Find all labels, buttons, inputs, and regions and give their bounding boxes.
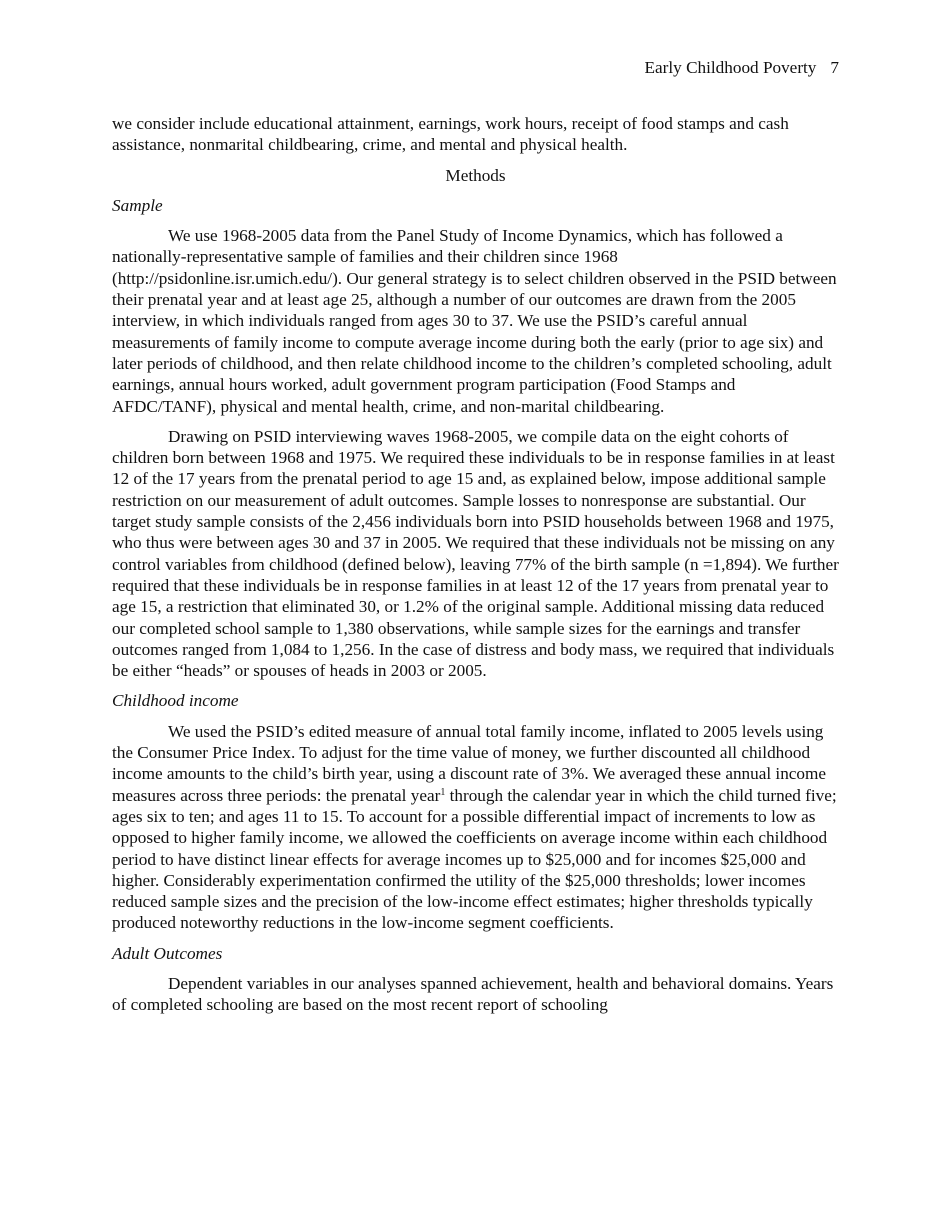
page-number: 7 xyxy=(830,58,839,77)
sample-paragraph-2: Drawing on PSID interviewing waves 1968-2005, we compile data on the eight cohorts of children born between 1968 and 1975. We required these individuals to be in response families in at least 12 of the 17 years from the prenatal period to age 15 and, as explained below, impose additional sample restriction on our measurement of adult outcomes. Sample losses to nonresponse are substantial. Our target study sample consists of the 2,456 individuals born into PSID households between 1968 and 1975, who thus were between ages 30 and 37 in 2005. We required that these individuals not be missing on any control variables from childhood (defined below), leaving 77% of the birth sample (n =1,894). We further required that these individuals be in response families in at least 12 of the 17 years from prenatal year to age 15, a restriction that eliminated 30, or 1.2% of the original sample. Additional missing data reduced our completed school sample to 1,380 observations, while sample sizes for the earnings and transfer outcomes ranged from 1,084 to 1,256. In the case of distress and body mass, we required that individuals be either “heads” or spouses of heads in 2003 or 2005. xyxy=(112,426,839,681)
childhood-income-text-part-2: through the calendar year in which the child turned five; ages six to ten; and ages 11 to 15. To account for a possible differential impact of increments to low as opposed to higher family income, we allowed the coefficients on average income within each childhood period to have distinct linear effects for average incomes up to $25,000 and for incomes $25,000 and higher. Considerably experimentation confirmed the utility of the $25,000 thresholds; lower incomes reduced sample sizes and the precision of the low-income effect estimates; higher thresholds typically produced noteworthy reductions in the low-income segment coefficients. xyxy=(112,785,837,933)
adult-outcomes-heading: Adult Outcomes xyxy=(112,943,223,963)
sample-paragraph-1: We use 1968-2005 data from the Panel Study of Income Dynamics, which has followed a nationally-representative sample of families and their children since 1968 (http://psidonline.isr.umich.edu/). Our general strategy is to select children observed in the PSID between their prenatal year and at least age 25, although a number of our outcomes are drawn from the 2005 interview, in which individuals ranged from ages 30 to 37. We use the PSID’s careful annual measurements of family income to compute average income during both the early (prior to age six) and later periods of childhood, and then relate childhood income to the children’s completed schooling, adult earnings, annual hours worked, adult government program participation (Food Stamps and AFDC/TANF), physical and mental health, crime, and non-marital childbearing. xyxy=(112,226,837,416)
methods-heading: Methods xyxy=(445,165,506,185)
childhood-income-text-part-1: We used the PSID’s edited measure of annual total family income, inflated to 2005 levels using the Consumer Price Index. To adjust for the time value of money, we further discounted all childhood income amounts to the child’s birth year, using a discount rate of 3%. We averaged these annual income measures across three periods: the prenatal year xyxy=(112,721,827,805)
footnote-marker: 1 xyxy=(440,786,446,798)
running-title: Early Childhood Poverty xyxy=(644,58,817,77)
adult-outcomes-paragraph-1: Dependent variables in our analyses spanned achievement, health and behavioral domains. Years of completed schooling are based on the most recent report of schooling xyxy=(112,973,834,1015)
childhood-income-paragraph xyxy=(112,721,839,934)
continued-paragraph: we consider include educational attainment, earnings, work hours, receipt of food stamps and cash assistance, nonmarital childbearing, crime, and mental and physical health. xyxy=(112,114,789,155)
childhood-income-heading: Childhood income xyxy=(112,691,239,711)
sample-heading: Sample xyxy=(112,195,163,215)
running-head xyxy=(645,57,839,78)
body-text xyxy=(112,113,839,1016)
